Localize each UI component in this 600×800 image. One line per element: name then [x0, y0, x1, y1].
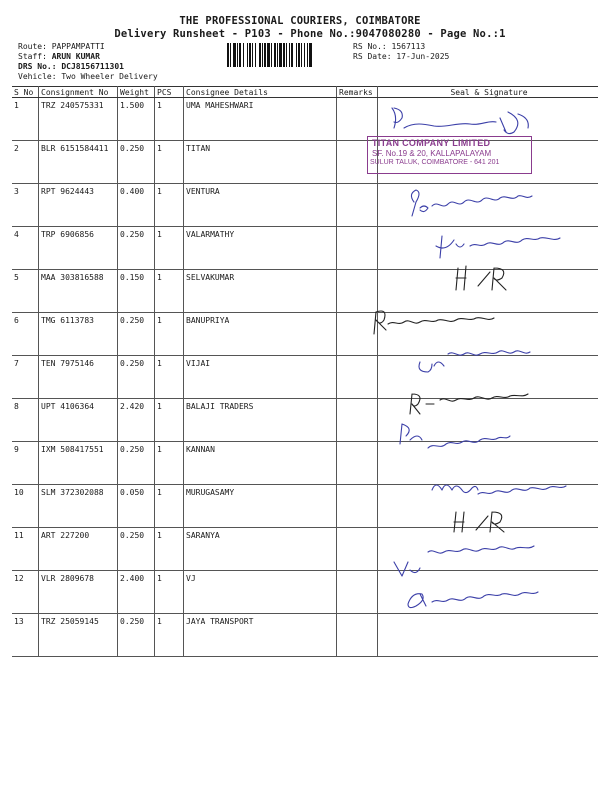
rs-number: RS No.: 1567113 — [353, 42, 426, 51]
row-pcs: 1 — [155, 571, 184, 614]
row-weight: 0.150 — [118, 270, 155, 313]
row-signature — [378, 184, 599, 227]
row-weight: 0.250 — [118, 356, 155, 399]
row-consignee: VENTURA — [184, 184, 337, 227]
row-consignment-no: ART 227200 — [39, 528, 118, 571]
row-weight: 0.250 — [118, 614, 155, 657]
row-consignment-no: MAA 303816588 — [39, 270, 118, 313]
row-consignee: BANUPRIYA — [184, 313, 337, 356]
row-consignment-no: BLR 6151584411 — [39, 141, 118, 184]
row-pcs: 1 — [155, 141, 184, 184]
row-sno: 2 — [12, 141, 39, 184]
table-row — [12, 442, 598, 485]
row-consignment-no: TEN 7975146 — [39, 356, 118, 399]
row-signature — [378, 98, 599, 141]
table-row — [12, 270, 598, 313]
row-consignment-no: RPT 9624443 — [39, 184, 118, 227]
table-row — [12, 528, 598, 571]
table-row — [12, 98, 598, 141]
row-sno: 11 — [12, 528, 39, 571]
row-consignee: BALAJI TRADERS — [184, 399, 337, 442]
row-pcs: 1 — [155, 227, 184, 270]
row-pcs: 1 — [155, 270, 184, 313]
company-stamp — [367, 136, 532, 174]
row-sno: 5 — [12, 270, 39, 313]
row-signature — [378, 442, 599, 485]
table-row — [12, 571, 598, 614]
row-consignee: TITAN — [184, 141, 337, 184]
row-consignment-no: IXM 508417551 — [39, 442, 118, 485]
stamp-line-3: SULUR TALUK, COIMBATORE - 641 201 — [370, 159, 500, 166]
company-title: THE PROFESSIONAL COURIERS, COIMBATORE — [179, 15, 421, 27]
row-consignment-no: UPT 4106364 — [39, 399, 118, 442]
col-header-sno: S No — [12, 87, 39, 98]
row-signature — [378, 270, 599, 313]
row-consignee: MURUGASAMY — [184, 485, 337, 528]
stamp-line-2: SF. No.19 & 20, KALLAPALAYAM — [372, 149, 492, 158]
row-pcs: 1 — [155, 399, 184, 442]
row-remarks — [337, 528, 378, 571]
row-pcs: 1 — [155, 614, 184, 657]
table-row — [12, 184, 598, 227]
row-consignee: SARANYA — [184, 528, 337, 571]
row-remarks — [337, 614, 378, 657]
row-remarks — [337, 270, 378, 313]
col-header-remarks: Remarks — [337, 87, 378, 98]
row-signature — [378, 485, 599, 528]
col-header-signature: Seal & Signature — [378, 87, 599, 98]
row-signature — [378, 356, 599, 399]
row-sno: 12 — [12, 571, 39, 614]
runsheet-subtitle: Delivery Runsheet - P103 - Phone No.:9047080280 - Page No.:1 — [114, 28, 506, 40]
row-consignment-no: TMG 6113783 — [39, 313, 118, 356]
row-pcs: 1 — [155, 98, 184, 141]
row-pcs: 1 — [155, 313, 184, 356]
row-pcs: 1 — [155, 442, 184, 485]
col-header-consignee: Consignee Details — [184, 87, 337, 98]
row-weight: 0.250 — [118, 141, 155, 184]
row-remarks — [337, 227, 378, 270]
col-header-weight: Weight — [118, 87, 155, 98]
row-remarks — [337, 184, 378, 227]
row-consignee: VALARMATHY — [184, 227, 337, 270]
row-signature — [378, 313, 599, 356]
row-consignment-no: VLR 2809678 — [39, 571, 118, 614]
row-weight: 0.400 — [118, 184, 155, 227]
row-consignment-no: TRZ 240575331 — [39, 98, 118, 141]
row-signature — [378, 614, 599, 657]
row-signature — [378, 571, 599, 614]
table-row — [12, 485, 598, 528]
row-remarks — [337, 313, 378, 356]
row-signature — [378, 399, 599, 442]
table-header-row — [12, 87, 598, 98]
vehicle-line: Vehicle: Two Wheeler Delivery — [18, 72, 158, 81]
row-weight: 0.250 — [118, 528, 155, 571]
row-remarks — [337, 485, 378, 528]
row-consignee: VIJAI — [184, 356, 337, 399]
row-sno: 6 — [12, 313, 39, 356]
row-consignee: JAYA TRANSPORT — [184, 614, 337, 657]
row-weight: 0.250 — [118, 442, 155, 485]
rs-date: RS Date: 17-Jun-2025 — [353, 52, 450, 61]
staff-name: ARUN KUMAR — [51, 52, 100, 61]
row-weight: 2.400 — [118, 571, 155, 614]
row-weight: 0.050 — [118, 485, 155, 528]
row-signature — [378, 528, 599, 571]
table-row — [12, 227, 598, 270]
row-weight: 0.250 — [118, 227, 155, 270]
col-header-consignment: Consignment No — [39, 87, 118, 98]
row-sno: 9 — [12, 442, 39, 485]
row-weight: 0.250 — [118, 313, 155, 356]
row-remarks — [337, 571, 378, 614]
row-remarks — [337, 98, 378, 141]
col-header-pcs: PCS — [155, 87, 184, 98]
row-sno: 7 — [12, 356, 39, 399]
row-consignment-no: TRP 6906856 — [39, 227, 118, 270]
row-remarks — [337, 399, 378, 442]
row-sno: 3 — [12, 184, 39, 227]
row-sno: 10 — [12, 485, 39, 528]
row-remarks — [337, 356, 378, 399]
table-body — [12, 98, 598, 657]
row-consignee: KANNAN — [184, 442, 337, 485]
row-consignee: UMA MAHESHWARI — [184, 98, 337, 141]
row-consignee: SELVAKUMAR — [184, 270, 337, 313]
table-row — [12, 399, 598, 442]
route-line: Route: PAPPAMPATTI — [18, 42, 105, 51]
table-row — [12, 614, 598, 657]
row-pcs: 1 — [155, 528, 184, 571]
table-row — [12, 313, 598, 356]
row-weight: 1.500 — [118, 98, 155, 141]
row-pcs: 1 — [155, 485, 184, 528]
meta-right-block — [353, 42, 449, 62]
row-consignment-no: SLM 372302088 — [39, 485, 118, 528]
staff-label: Staff: — [18, 52, 52, 61]
row-sno: 4 — [12, 227, 39, 270]
row-remarks — [337, 442, 378, 485]
drs-line: DRS No.: DCJ8156711301 — [18, 62, 124, 71]
table-row — [12, 356, 598, 399]
row-pcs: 1 — [155, 184, 184, 227]
meta-left-block — [18, 42, 158, 82]
row-pcs: 1 — [155, 356, 184, 399]
row-weight: 2.420 — [118, 399, 155, 442]
barcode — [227, 43, 345, 67]
stamp-line-1: TITAN COMPANY LIMITED — [372, 138, 491, 148]
row-sno: 8 — [12, 399, 39, 442]
row-consignee: VJ — [184, 571, 337, 614]
staff-line — [18, 52, 158, 62]
row-signature — [378, 227, 599, 270]
row-sno: 1 — [12, 98, 39, 141]
row-sno: 13 — [12, 614, 39, 657]
row-consignment-no: TRZ 25059145 — [39, 614, 118, 657]
